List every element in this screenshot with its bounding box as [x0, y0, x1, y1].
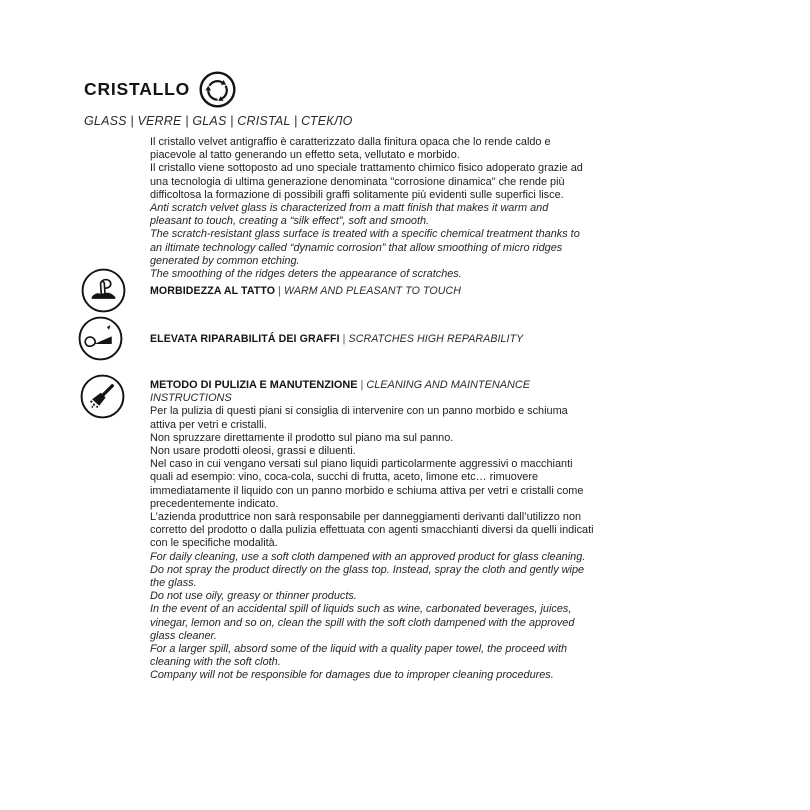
cleaning-paragraph-en: Company will not be responsible for damages due to improper cleaning procedures. [150, 669, 554, 682]
intro-text [150, 136, 583, 281]
feature-label-en: WARM AND PLEASANT TO TOUCH [283, 285, 461, 297]
cleaning-heading-it: METODO DI PULIZIA E MANUTENZIONE [150, 379, 358, 391]
intro-paragraph-en: Anti scratch velvet glass is characterized from a matt finish that makes it warm and pleasant to touch, creating a “silk effect”, soft and smooth. [150, 202, 549, 228]
label-separator: | [342, 333, 346, 345]
hand-touch-icon [81, 268, 126, 313]
cleaning-paragraph-it: Non usare prodotti oleosi, grassi e diluenti. [150, 445, 356, 458]
scratch-repair-icon [78, 316, 123, 361]
intro-paragraph-en: The scratch-resistant glass surface is treated with a specific chemical treatment thanks to an iltimate technology called “dynamic corrosion” that allow smoothing of micro ridges generated by common etching. [150, 228, 580, 267]
cleaning-heading [150, 379, 594, 405]
intro-paragraph-en: The smoothing of the ridges deters the appearance of scratches. [150, 268, 462, 281]
language-subtitle: GLASS | VERRE | GLAS | CRISTAL | СТЕКЛО [84, 114, 353, 128]
cleaning-brush-icon [80, 374, 125, 419]
cleaning-paragraph-en: For daily cleaning, use a soft cloth dampened with an approved product for glass cleaning. [150, 550, 586, 563]
intro-paragraph-it: Il cristallo viene sottoposto ad uno speciale trattamento chimico fisico adoperato grazie ad una tecnologia di ultima generazione denominata "corrosione dinamica" che rende più difficoltosa la formazione di possibili graffi solitamente più evidenti sulle superfici lisce. [150, 162, 583, 201]
feature-label-it: MORBIDEZZA AL TATTO [150, 285, 276, 297]
cleaning-paragraph-en: In the event of an accidental spill of liquids such as wine, carbonated beverages, juices, vinegar, lemon and so on, clean the spill with the soft cloth dampened with the approved glass cleaner. [150, 603, 575, 642]
page-title: CRISTALLO [84, 79, 191, 99]
feature-label-soft-touch [150, 285, 461, 297]
cleaning-paragraph-en: For a larger spill, absord some of the liquid with a quality paper towel, the proceed with cleaning with the soft cloth. [150, 643, 568, 669]
cleaning-paragraph-en: Do not use oily, greasy or thinner products. [150, 590, 357, 603]
cleaning-paragraph-it: Per la pulizia di questi piani si consiglia di intervenire con un panno morbido e schiuma attiva per vetri e cristalli. [150, 405, 568, 431]
cleaning-heading-en: CLEANING AND MAINTENANCE INSTRUCTIONS [150, 379, 530, 405]
label-separator: | [360, 379, 364, 391]
cleaning-paragraph-it: Non spruzzare direttamente il prodotto sul piano ma sul panno. [150, 431, 454, 444]
intro-paragraph-it: Il cristallo velvet antigraffio è caratterizzato dalla finitura opaca che lo rende caldo e piacevole al tatto generando un effetto seta, vellutato e morbido. [150, 136, 551, 162]
feature-label-scratch-repair [150, 333, 523, 345]
recycle-icon [199, 71, 236, 108]
feature-label-it: ELEVATA RIPARABILITÁ DEI GRAFFI [150, 333, 340, 345]
cleaning-paragraph-it: L’azienda produttrice non sarà responsabile per danneggiamenti derivanti dall’utilizzo non corretto del prodotto o dalla pulizia effettuata con agenti smacchianti diversi da quelli indicati con le specifiche modalità. [150, 511, 594, 550]
label-separator: | [278, 285, 281, 297]
cleaning-paragraph-en: Do not spray the product directly on the glass top. Instead, spray the cloth and gently wipe the glass. [150, 563, 585, 590]
title-row [84, 71, 353, 108]
header [84, 71, 353, 128]
cleaning-paragraph-it: Nel caso in cui vengano versati sul piano liquidi particolarmente aggressivi o macchianti quali ad esempio: vino, coca-cola, succhi di frutta, aceto, limone etc… rimuovere immediatamente il liquido con un panno morbido e schiuma attiva per vetri e cristalli come precedentemente indicato. [150, 458, 584, 510]
cleaning-section [150, 379, 594, 683]
feature-label-en: SCRATCHES HIGH REPARABILITY [348, 333, 524, 345]
